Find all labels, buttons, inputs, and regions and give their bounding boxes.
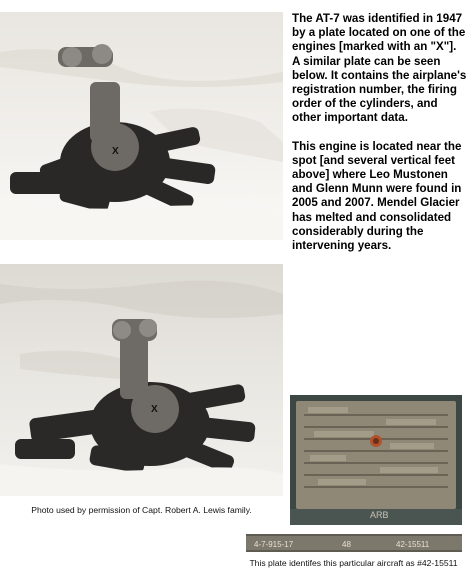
plate-stamp-text: ARB: [370, 510, 389, 520]
engine-photo-bottom: [0, 264, 283, 496]
identification-plate-photo: [290, 395, 462, 525]
strip-text-3: 42-15511: [396, 540, 430, 549]
description-text: [292, 12, 467, 267]
engine-marker-x-bottom: X: [151, 404, 158, 415]
description-paragraph-2: This engine is located near the spot [and several vertical feet above] where Leo Mustonen and Glenn Munn were found in 2005 and 2007. Mendel Glacier has melted and consolidated considerably during the intervening years.: [292, 139, 462, 253]
registration-strip-photo: [246, 534, 462, 552]
strip-text-2: 48: [342, 540, 351, 549]
engine-photo-1947-top: [0, 12, 283, 240]
photo-credit-caption: Photo used by permission of Capt. Robert A. Lewis family.: [31, 505, 252, 515]
engine-marker-x-top: X: [112, 146, 119, 157]
strip-text-1: 4-7-915-17: [254, 540, 294, 549]
plate-caption: This plate identifes this particular aircraft as #42-15511: [249, 558, 458, 568]
description-paragraph-1: The AT-7 was identified in 1947 by a plate located on one of the engines [marked with an "X"]. A similar plate can be seen below. It contains the airplane's registration number, the firing order of the cylinders, and other important data.: [292, 12, 467, 125]
